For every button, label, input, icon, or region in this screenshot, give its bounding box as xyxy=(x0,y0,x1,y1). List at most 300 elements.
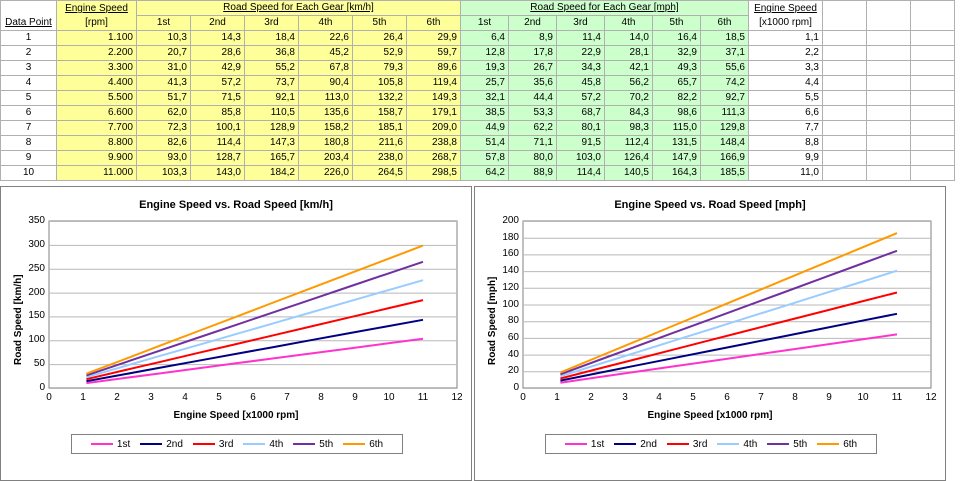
cell-engine-krpm: 9,9 xyxy=(749,151,823,166)
empty-cell xyxy=(911,121,955,136)
cell-kmh-gear4: 180,8 xyxy=(299,136,353,151)
cell-kmh-gear4: 226,0 xyxy=(299,166,353,181)
cell-data-point: 10 xyxy=(1,166,57,181)
cell-kmh-gear1: 62,0 xyxy=(137,106,191,121)
cell-engine-krpm: 3,3 xyxy=(749,61,823,76)
cell-kmh-gear6: 238,8 xyxy=(407,136,461,151)
cell-mph-gear3: 11,4 xyxy=(557,31,605,46)
legend-item-4th xyxy=(243,439,283,450)
x-tick-label: 4 xyxy=(182,392,188,403)
cell-kmh-gear4: 135,6 xyxy=(299,106,353,121)
cell-kmh-gear4: 158,2 xyxy=(299,121,353,136)
legend-label: 4th xyxy=(743,438,758,450)
cell-kmh-gear4: 90,4 xyxy=(299,76,353,91)
cell-mph-gear5: 16,4 xyxy=(653,31,701,46)
cell-kmh-gear3: 36,8 xyxy=(245,46,299,61)
empty-cell xyxy=(867,91,911,106)
cell-mph-gear5: 147,9 xyxy=(653,151,701,166)
y-tick-label: 20 xyxy=(507,365,519,377)
cell-kmh-gear2: 57,2 xyxy=(191,76,245,91)
y-tick-label: 350 xyxy=(28,215,45,226)
cell-mph-gear4: 126,4 xyxy=(605,151,653,166)
cell-mph-gear6: 74,2 xyxy=(701,76,749,91)
header-roadspeed-kmh: Road Speed for Each Gear [km/h] xyxy=(137,1,461,16)
cell-kmh-gear5: 52,9 xyxy=(353,46,407,61)
cell-kmh-gear4: 67,8 xyxy=(299,61,353,76)
table-row xyxy=(1,61,955,76)
cell-mph-gear2: 17,8 xyxy=(509,46,557,61)
cell-mph-gear1: 64,2 xyxy=(461,166,509,181)
cell-kmh-gear5: 211,6 xyxy=(353,136,407,151)
y-tick-label: 300 xyxy=(28,238,45,250)
cell-kmh-gear2: 28,6 xyxy=(191,46,245,61)
cell-kmh-gear4: 22,6 xyxy=(299,31,353,46)
legend-item-5th xyxy=(293,439,333,450)
y-tick-label: 0 xyxy=(513,382,519,393)
x-axis-title: Engine Speed [x1000 rpm] xyxy=(647,410,773,421)
cell-mph-gear1: 38,5 xyxy=(461,106,509,121)
legend-swatch-icon xyxy=(343,443,365,445)
y-tick-label: 150 xyxy=(28,310,45,322)
cell-engine-rpm: 6.600 xyxy=(57,106,137,121)
cell-mph-gear5: 32,9 xyxy=(653,46,701,61)
cell-kmh-gear6: 179,1 xyxy=(407,106,461,121)
chart-kmh-title: Engine Speed vs. Road Speed [km/h] xyxy=(139,199,333,211)
cell-kmh-gear6: 119,4 xyxy=(407,76,461,91)
empty-cell xyxy=(911,151,955,166)
cell-data-point: 9 xyxy=(1,151,57,166)
cell-kmh-gear2: 128,7 xyxy=(191,151,245,166)
cell-mph-gear4: 70,2 xyxy=(605,91,653,106)
legend-label: 5th xyxy=(793,438,808,450)
x-tick-label: 0 xyxy=(520,392,526,403)
x-tick-label: 12 xyxy=(925,392,937,403)
cell-data-point: 6 xyxy=(1,106,57,121)
empty-cell xyxy=(823,46,867,61)
cell-mph-gear5: 65,7 xyxy=(653,76,701,91)
legend-label: 2nd xyxy=(640,438,657,450)
cell-engine-rpm: 3.300 xyxy=(57,61,137,76)
cell-mph-gear1: 19,3 xyxy=(461,61,509,76)
legend-swatch-icon xyxy=(767,443,789,445)
empty-cell xyxy=(911,1,955,31)
cell-kmh-gear3: 128,9 xyxy=(245,121,299,136)
table-row xyxy=(1,151,955,166)
empty-cell xyxy=(867,1,911,31)
cell-kmh-gear2: 143,0 xyxy=(191,166,245,181)
legend-item-6th xyxy=(817,439,857,450)
x-tick-label: 7 xyxy=(284,392,290,403)
cell-mph-gear6: 18,5 xyxy=(701,31,749,46)
empty-cell xyxy=(911,91,955,106)
cell-mph-gear1: 6,4 xyxy=(461,31,509,46)
x-tick-label: 3 xyxy=(148,392,154,403)
cell-kmh-gear1: 51,7 xyxy=(137,91,191,106)
col-kmh-1st: 1st xyxy=(137,16,191,31)
legend-item-3rd xyxy=(667,439,707,450)
cell-kmh-gear3: 18,4 xyxy=(245,31,299,46)
legend-label: 6th xyxy=(843,438,858,450)
x-tick-label: 4 xyxy=(656,392,662,403)
col-mph-1st: 1st xyxy=(461,16,509,31)
cell-mph-gear2: 62,2 xyxy=(509,121,557,136)
cell-engine-krpm: 2,2 xyxy=(749,46,823,61)
cell-engine-krpm: 1,1 xyxy=(749,31,823,46)
cell-mph-gear4: 28,1 xyxy=(605,46,653,61)
cell-kmh-gear6: 29,9 xyxy=(407,31,461,46)
cell-engine-krpm: 6,6 xyxy=(749,106,823,121)
cell-mph-gear3: 22,9 xyxy=(557,46,605,61)
legend-label: 3rd xyxy=(692,438,708,450)
chart-mph-title: Engine Speed vs. Road Speed [mph] xyxy=(614,199,806,211)
cell-mph-gear6: 37,1 xyxy=(701,46,749,61)
cell-kmh-gear1: 93,0 xyxy=(137,151,191,166)
legend-item-6th xyxy=(343,439,383,450)
cell-mph-gear6: 185,5 xyxy=(701,166,749,181)
cell-kmh-gear1: 31,0 xyxy=(137,61,191,76)
cell-engine-krpm: 4,4 xyxy=(749,76,823,91)
cell-mph-gear2: 8,9 xyxy=(509,31,557,46)
y-tick-label: 100 xyxy=(502,298,519,310)
cell-mph-gear2: 26,7 xyxy=(509,61,557,76)
cell-kmh-gear5: 26,4 xyxy=(353,31,407,46)
cell-data-point: 1 xyxy=(1,31,57,46)
cell-kmh-gear5: 158,7 xyxy=(353,106,407,121)
y-tick-label: 40 xyxy=(507,348,519,360)
cell-mph-gear4: 14,0 xyxy=(605,31,653,46)
chart-legend xyxy=(71,434,403,454)
empty-cell xyxy=(823,136,867,151)
cell-engine-rpm: 9.900 xyxy=(57,151,137,166)
empty-cell xyxy=(911,31,955,46)
cell-mph-gear3: 91,5 xyxy=(557,136,605,151)
col-mph-3rd: 3rd xyxy=(557,16,605,31)
empty-cell xyxy=(823,91,867,106)
x-tick-label: 3 xyxy=(622,392,628,403)
legend-label: 1st xyxy=(116,438,131,450)
cell-mph-gear6: 129,8 xyxy=(701,121,749,136)
y-tick-label: 80 xyxy=(507,315,519,327)
table-row xyxy=(1,91,955,106)
legend-swatch-icon xyxy=(293,443,315,445)
cell-mph-gear5: 164,3 xyxy=(653,166,701,181)
legend-swatch-icon xyxy=(565,443,587,445)
table-row xyxy=(1,136,955,151)
cell-kmh-gear6: 149,3 xyxy=(407,91,461,106)
y-tick-label: 0 xyxy=(39,382,45,393)
x-tick-label: 9 xyxy=(826,392,832,403)
x-tick-label: 7 xyxy=(758,392,764,403)
cell-engine-krpm: 7,7 xyxy=(749,121,823,136)
cell-mph-gear4: 56,2 xyxy=(605,76,653,91)
cell-mph-gear2: 44,4 xyxy=(509,91,557,106)
cell-mph-gear1: 44,9 xyxy=(461,121,509,136)
cell-data-point: 2 xyxy=(1,46,57,61)
col-kmh-4th: 4th xyxy=(299,16,353,31)
data-table-area xyxy=(0,0,964,181)
cell-kmh-gear6: 209,0 xyxy=(407,121,461,136)
legend-item-2nd xyxy=(614,439,657,450)
legend-item-5th xyxy=(767,439,807,450)
cell-kmh-gear4: 45,2 xyxy=(299,46,353,61)
x-tick-label: 5 xyxy=(690,392,696,403)
cell-kmh-gear3: 92,1 xyxy=(245,91,299,106)
header-roadspeed-mph: Road Speed for Each Gear [mph] xyxy=(461,1,749,16)
cell-mph-gear5: 82,2 xyxy=(653,91,701,106)
legend-label: 5th xyxy=(319,438,334,450)
table-row xyxy=(1,121,955,136)
cell-mph-gear6: 148,4 xyxy=(701,136,749,151)
cell-kmh-gear5: 185,1 xyxy=(353,121,407,136)
empty-cell xyxy=(911,136,955,151)
cell-mph-gear4: 140,5 xyxy=(605,166,653,181)
y-tick-label: 50 xyxy=(33,358,45,370)
cell-mph-gear4: 42,1 xyxy=(605,61,653,76)
x-tick-label: 11 xyxy=(417,392,429,403)
cell-data-point: 3 xyxy=(1,61,57,76)
cell-mph-gear1: 32,1 xyxy=(461,91,509,106)
x-tick-label: 1 xyxy=(80,392,86,403)
col-kmh-3rd: 3rd xyxy=(245,16,299,31)
cell-kmh-gear1: 82,6 xyxy=(137,136,191,151)
cell-mph-gear2: 53,3 xyxy=(509,106,557,121)
x-tick-label: 6 xyxy=(250,392,256,403)
col-mph-4th: 4th xyxy=(605,16,653,31)
legend-swatch-icon xyxy=(817,443,839,445)
cell-kmh-gear3: 165,7 xyxy=(245,151,299,166)
cell-kmh-gear3: 110,5 xyxy=(245,106,299,121)
cell-engine-rpm: 7.700 xyxy=(57,121,137,136)
empty-cell xyxy=(823,61,867,76)
cell-engine-krpm: 8,8 xyxy=(749,136,823,151)
cell-mph-gear2: 80,0 xyxy=(509,151,557,166)
x-tick-label: 8 xyxy=(318,392,324,403)
legend-item-2nd xyxy=(140,439,183,450)
cell-mph-gear1: 57,8 xyxy=(461,151,509,166)
cell-mph-gear6: 55,6 xyxy=(701,61,749,76)
legend-item-4th xyxy=(717,439,757,450)
empty-cell xyxy=(867,46,911,61)
cell-kmh-gear5: 238,0 xyxy=(353,151,407,166)
cell-engine-krpm: 11,0 xyxy=(749,166,823,181)
cell-mph-gear3: 45,8 xyxy=(557,76,605,91)
cell-engine-rpm: 11.000 xyxy=(57,166,137,181)
empty-cell xyxy=(823,106,867,121)
empty-cell xyxy=(823,31,867,46)
legend-swatch-icon xyxy=(667,443,689,445)
empty-cell xyxy=(911,166,955,181)
header-data-point: Data Point xyxy=(1,1,57,31)
empty-cell xyxy=(911,46,955,61)
cell-mph-gear1: 25,7 xyxy=(461,76,509,91)
empty-cell xyxy=(823,1,867,31)
y-axis-title: Road Speed [mph] xyxy=(487,276,498,365)
cell-engine-krpm: 5,5 xyxy=(749,91,823,106)
cell-kmh-gear6: 59,7 xyxy=(407,46,461,61)
empty-cell xyxy=(823,151,867,166)
cell-mph-gear3: 34,3 xyxy=(557,61,605,76)
x-tick-label: 12 xyxy=(451,392,463,403)
cell-mph-gear3: 114,4 xyxy=(557,166,605,181)
cell-mph-gear5: 49,3 xyxy=(653,61,701,76)
cell-engine-rpm: 4.400 xyxy=(57,76,137,91)
table-row xyxy=(1,31,955,46)
cell-kmh-gear5: 264,5 xyxy=(353,166,407,181)
legend-swatch-icon xyxy=(140,443,162,445)
cell-mph-gear1: 12,8 xyxy=(461,46,509,61)
cell-kmh-gear5: 79,3 xyxy=(353,61,407,76)
chart-kmh xyxy=(0,186,472,481)
cell-mph-gear6: 166,9 xyxy=(701,151,749,166)
x-tick-label: 0 xyxy=(46,392,52,403)
cell-data-point: 5 xyxy=(1,91,57,106)
legend-label: 2nd xyxy=(166,438,183,450)
cell-kmh-gear3: 73,7 xyxy=(245,76,299,91)
empty-cell xyxy=(911,76,955,91)
cell-mph-gear4: 98,3 xyxy=(605,121,653,136)
cell-kmh-gear3: 147,3 xyxy=(245,136,299,151)
cell-data-point: 4 xyxy=(1,76,57,91)
legend-label: 6th xyxy=(369,438,384,450)
empty-cell xyxy=(867,61,911,76)
cell-kmh-gear2: 14,3 xyxy=(191,31,245,46)
cell-kmh-gear3: 55,2 xyxy=(245,61,299,76)
col-kmh-6th: 6th xyxy=(407,16,461,31)
cell-mph-gear2: 71,1 xyxy=(509,136,557,151)
cell-mph-gear6: 111,3 xyxy=(701,106,749,121)
x-tick-label: 9 xyxy=(352,392,358,403)
cell-kmh-gear1: 41,3 xyxy=(137,76,191,91)
x-tick-label: 2 xyxy=(588,392,594,403)
y-tick-label: 200 xyxy=(28,286,45,298)
col-mph-6th: 6th xyxy=(701,16,749,31)
table-row xyxy=(1,76,955,91)
cell-kmh-gear2: 42,9 xyxy=(191,61,245,76)
header-engine-speed-rpm: Engine Speed [rpm] xyxy=(57,1,137,31)
table-header-row-groups xyxy=(1,1,955,16)
empty-cell xyxy=(823,121,867,136)
cell-kmh-gear6: 89,6 xyxy=(407,61,461,76)
cell-data-point: 8 xyxy=(1,136,57,151)
cell-mph-gear5: 131,5 xyxy=(653,136,701,151)
empty-cell xyxy=(911,61,955,76)
empty-cell xyxy=(867,166,911,181)
x-tick-label: 8 xyxy=(792,392,798,403)
empty-cell xyxy=(867,31,911,46)
cell-mph-gear1: 51,4 xyxy=(461,136,509,151)
cell-kmh-gear1: 20,7 xyxy=(137,46,191,61)
legend-item-1st xyxy=(565,439,604,450)
cell-mph-gear2: 35,6 xyxy=(509,76,557,91)
x-tick-label: 6 xyxy=(724,392,730,403)
col-mph-2nd: 2nd xyxy=(509,16,557,31)
cell-kmh-gear6: 298,5 xyxy=(407,166,461,181)
empty-cell xyxy=(823,166,867,181)
cell-mph-gear3: 57,2 xyxy=(557,91,605,106)
y-tick-label: 140 xyxy=(502,265,519,277)
cell-mph-gear2: 88,9 xyxy=(509,166,557,181)
legend-label: 4th xyxy=(269,438,284,450)
empty-cell xyxy=(867,136,911,151)
x-tick-label: 2 xyxy=(114,392,120,403)
cell-engine-rpm: 2.200 xyxy=(57,46,137,61)
col-mph-5th: 5th xyxy=(653,16,701,31)
header-engine-speed-krpm: Engine Speed [x1000 rpm] xyxy=(749,1,823,31)
legend-item-3rd xyxy=(193,439,233,450)
legend-swatch-icon xyxy=(614,443,636,445)
gear-speed-table xyxy=(0,0,955,181)
cell-kmh-gear1: 103,3 xyxy=(137,166,191,181)
cell-mph-gear3: 103,0 xyxy=(557,151,605,166)
empty-cell xyxy=(867,106,911,121)
cell-mph-gear5: 98,6 xyxy=(653,106,701,121)
legend-label: 3rd xyxy=(218,438,234,450)
cell-data-point: 7 xyxy=(1,121,57,136)
x-tick-label: 5 xyxy=(216,392,222,403)
cell-kmh-gear3: 184,2 xyxy=(245,166,299,181)
table-body xyxy=(1,31,955,181)
y-tick-label: 180 xyxy=(502,231,519,243)
empty-cell xyxy=(867,151,911,166)
cell-kmh-gear2: 114,4 xyxy=(191,136,245,151)
cell-kmh-gear6: 268,7 xyxy=(407,151,461,166)
x-tick-label: 11 xyxy=(891,392,903,403)
y-tick-label: 60 xyxy=(507,331,519,343)
col-kmh-5th: 5th xyxy=(353,16,407,31)
empty-cell xyxy=(867,121,911,136)
cell-kmh-gear1: 72,3 xyxy=(137,121,191,136)
legend-swatch-icon xyxy=(193,443,215,445)
cell-mph-gear3: 80,1 xyxy=(557,121,605,136)
cell-kmh-gear4: 203,4 xyxy=(299,151,353,166)
cell-kmh-gear1: 10,3 xyxy=(137,31,191,46)
cell-mph-gear6: 92,7 xyxy=(701,91,749,106)
y-tick-label: 120 xyxy=(502,281,519,293)
legend-swatch-icon xyxy=(717,443,739,445)
table-row xyxy=(1,106,955,121)
y-axis-title: Road Speed [km/h] xyxy=(13,273,24,365)
cell-engine-rpm: 5.500 xyxy=(57,91,137,106)
x-tick-label: 1 xyxy=(554,392,560,403)
legend-swatch-icon xyxy=(91,443,113,445)
cell-kmh-gear2: 85,8 xyxy=(191,106,245,121)
y-tick-label: 100 xyxy=(28,334,45,346)
cell-mph-gear3: 68,7 xyxy=(557,106,605,121)
y-tick-label: 250 xyxy=(28,262,45,274)
legend-label: 1st xyxy=(590,438,605,450)
cell-kmh-gear2: 71,5 xyxy=(191,91,245,106)
empty-cell xyxy=(823,76,867,91)
empty-cell xyxy=(911,106,955,121)
x-tick-label: 10 xyxy=(383,392,395,403)
legend-item-1st xyxy=(91,439,130,450)
col-kmh-2nd: 2nd xyxy=(191,16,245,31)
chart-mph xyxy=(474,186,946,481)
cell-engine-rpm: 8.800 xyxy=(57,136,137,151)
chart-legend xyxy=(545,434,877,454)
cell-kmh-gear4: 113,0 xyxy=(299,91,353,106)
empty-cell xyxy=(867,76,911,91)
x-tick-label: 10 xyxy=(857,392,869,403)
x-axis-title: Engine Speed [x1000 rpm] xyxy=(173,410,299,421)
cell-kmh-gear2: 100,1 xyxy=(191,121,245,136)
cell-mph-gear4: 84,3 xyxy=(605,106,653,121)
cell-mph-gear4: 112,4 xyxy=(605,136,653,151)
y-tick-label: 200 xyxy=(502,215,519,226)
table-row xyxy=(1,166,955,181)
legend-swatch-icon xyxy=(243,443,265,445)
cell-kmh-gear5: 105,8 xyxy=(353,76,407,91)
